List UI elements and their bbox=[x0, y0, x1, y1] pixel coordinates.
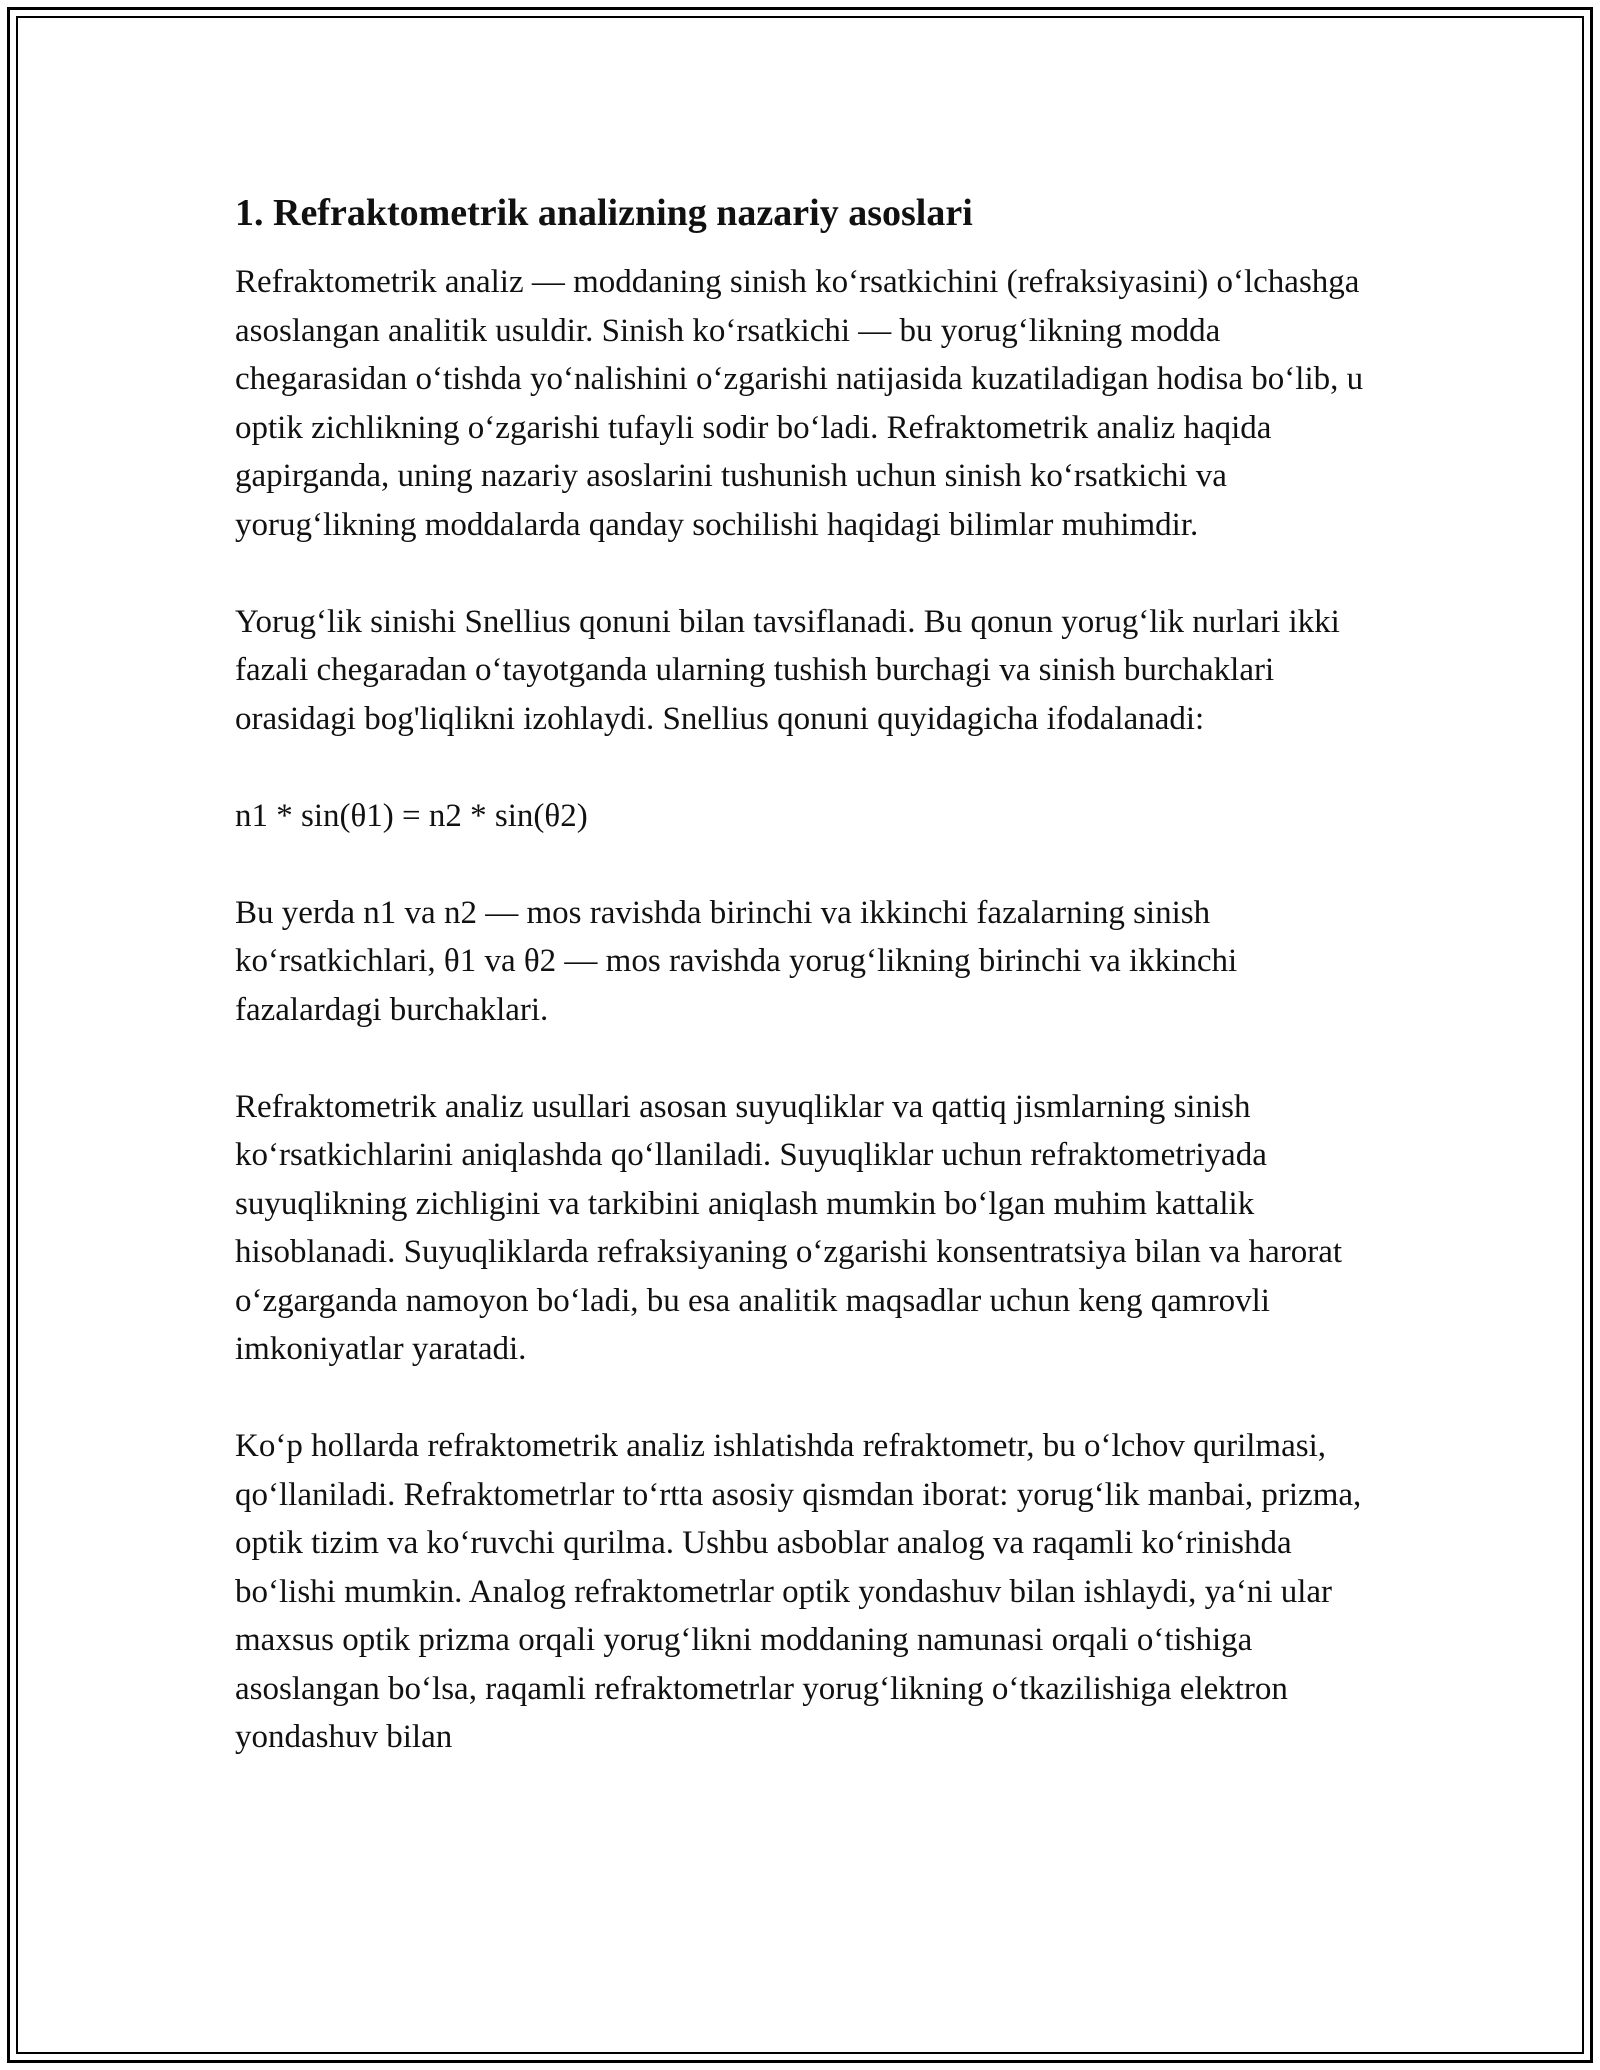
formula-snell: n1 * sin(θ1) = n2 * sin(θ2) bbox=[235, 797, 588, 834]
paragraph-snell-law: Yorug‘lik sinishi Snellius qonuni bilan tavsiflanadi. Bu qonun yorug‘lik nurlari ikki fazali chegaradan o‘tayotganda ularning tushish burchagi va sinish burchaklari orasidagi bog'liqlikni izohlaydi. Snellius qonuni quyidagicha ifodalanadi: bbox=[235, 603, 1340, 737]
document-body bbox=[235, 188, 1375, 1762]
paragraph-methods: Refraktometrik analiz usullari asosan suyuqliklar va qattiq jismlarning sinish ko‘rsatkichlarini aniqlashda qo‘llaniladi. Suyuqliklar uchun refraktometriyada suyuqlikning zichligini va tarkibini aniqlash mumkin bo‘lgan muhim kattalik hisoblanadi. Suyuqliklarda refraksiyaning o‘zgarishi konsentratsiya bilan va harorat o‘zgarganda namoyon bo‘ladi, bu esa analitik maqsadlar uchun keng qamrovli imkoniyatlar yaratadi. bbox=[235, 1088, 1343, 1367]
paragraph-refractometer: Ko‘p hollarda refraktometrik analiz ishlatishda refraktometr, bu o‘lchov qurilmasi, qo‘llaniladi. Refraktometrlar to‘rtta asosiy qismdan iborat: yorug‘lik manbai, prizma, optik tizim va ko‘ruvchi qurilma. Ushbu asboblar analog va raqamli ko‘rinishda bo‘lishi mumkin. Analog refraktometrlar optik yondashuv bilan ishlaydi, ya‘ni ular maxsus optik prizma orqali yorug‘likni moddaning namunasi orqali o‘tishiga asoslangan bo‘lsa, raqamli refraktometrlar yorug‘likning o‘tkazilishiga elektron yondashuv bilan bbox=[235, 1428, 1362, 1755]
section-heading: 1. Refraktometrik analizning nazariy asoslari bbox=[235, 192, 973, 234]
paragraph-formula-explanation: Bu yerda n1 va n2 — mos ravishda birinchi va ikkinchi fazalarning sinish ko‘rsatkichlari, θ1 va θ2 — mos ravishda yorug‘likning birinchi va ikkinchi fazalardagi burchaklari. bbox=[235, 894, 1238, 1028]
paragraph-intro: Refraktometrik analiz — moddaning sinish ko‘rsatkichini (refraksiyasini) o‘lchashga asoslangan analitik usuldir. Sinish ko‘rsatkichi — bu yorug‘likning modda chegarasidan o‘tishda yo‘nalishini o‘zgarishi natijasida kuzatiladigan hodisa bo‘lib, u optik zichlikning o‘zgarishi tufayli sodir bo‘ladi. Refraktometrik analiz haqida gapirganda, uning nazariy asoslarini tushunish uchun sinish ko‘rsatkichi va yorug‘likning moddalarda qanday sochilishi haqidagi bilimlar muhimdir. bbox=[235, 264, 1364, 543]
